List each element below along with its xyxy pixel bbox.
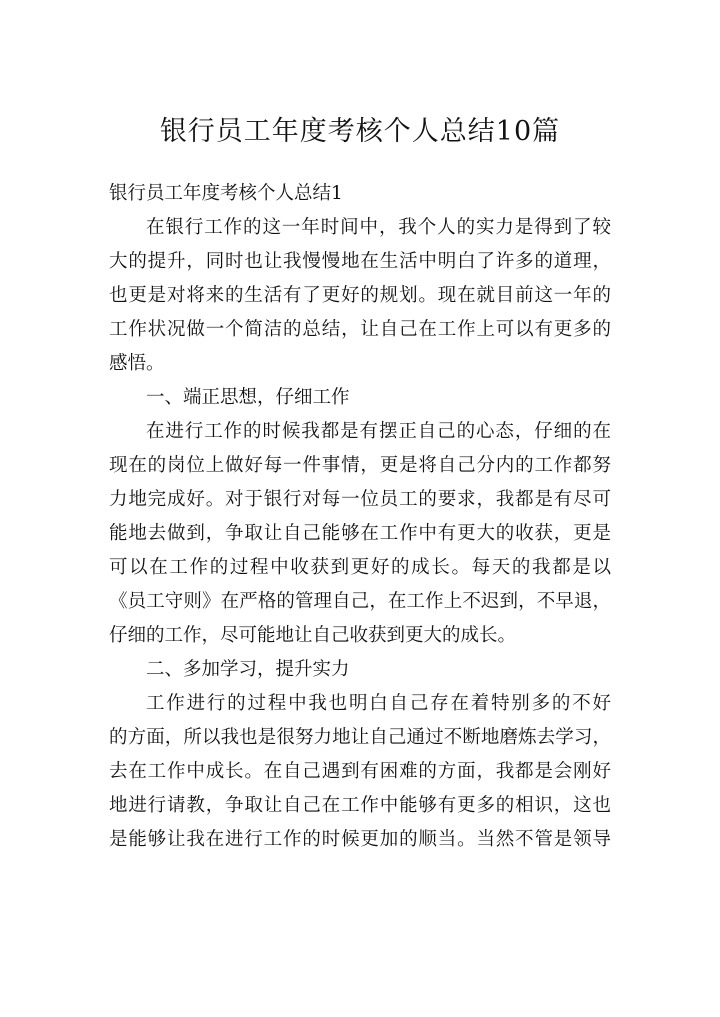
paragraph-line: 工作进行的过程中我也明白自己存在着特别多的不好: [146, 693, 611, 714]
paragraph-line: 也更是对将来的生活有了更好的规划。现在就目前这一年的: [109, 285, 611, 306]
part2-paragraph: [109, 687, 611, 857]
paragraph-line: 现在的岗位上做好每一件事情，更是将自己分内的工作都努: [109, 455, 611, 476]
paragraph-line: 是能够让我在进行工作的时候更加的顺当。当然不管是领导: [109, 829, 611, 850]
paragraph-line: 的方面，所以我也是很努力地让自己通过不断地磨炼去学习，: [109, 727, 611, 748]
intro-paragraph: [109, 211, 611, 381]
paragraph-line: 去在工作中成长。在自己遇到有困难的方面，我都是会刚好: [109, 761, 611, 782]
subheading-1: 一、端正思想，仔细工作: [146, 387, 350, 408]
paragraph-line: 在银行工作的这一年时间中，我个人的实力是得到了较: [146, 217, 611, 238]
part1-paragraph: [109, 415, 611, 653]
paragraph-line: 在进行工作的时候我都是有摆正自己的心态，仔细的在: [146, 421, 611, 442]
paragraph-line: 仔细的工作，尽可能地让自己收获到更大的成长。: [109, 625, 517, 646]
paragraph-line: 工作状况做一个简洁的总结，让自己在工作上可以有更多的: [109, 319, 611, 340]
document-body: [109, 177, 611, 857]
paragraph-line: 《员工守则》在严格的管理自己，在工作上不迟到，不早退，: [109, 591, 611, 612]
heading-1-paragraph: [109, 381, 611, 415]
paragraph-line: 感悟。: [109, 353, 165, 374]
paragraph-line: 能地去做到，争取让自己能够在工作中有更大的收获，更是: [109, 523, 611, 544]
paragraph-line: 大的提升，同时也让我慢慢地在生活中明白了许多的道理，: [109, 251, 611, 272]
heading-2-paragraph: [109, 653, 611, 687]
paragraph-line: 可以在工作的过程中收获到更好的成长。每天的我都是以: [109, 557, 611, 578]
subheading-2: 二、多加学习，提升实力: [146, 659, 350, 680]
section-title: 银行员工年度考核个人总结1: [109, 183, 343, 204]
paragraph-line: 地进行请教，争取让自己在工作中能够有更多的相识，这也: [109, 795, 611, 816]
paragraph-line: 力地完成好。对于银行对每一位员工的要求，我都是有尽可: [109, 489, 611, 510]
document-title: 银行员工年度考核个人总结10篇: [159, 116, 561, 147]
